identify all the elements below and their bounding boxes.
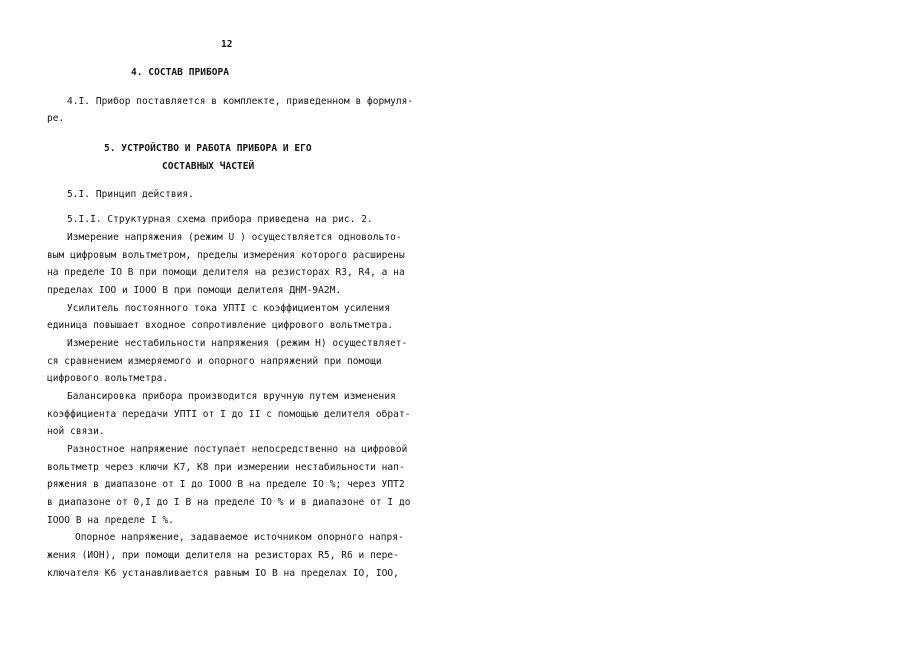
paragraph-line: Измерение напряжения (режим U ) осуществляется одновольто- (67, 232, 402, 243)
paragraph-line: ся сравнением измеряемого и опорного напряжений при помощи (47, 356, 382, 367)
page-number: 12 (221, 39, 233, 50)
paragraph-line: на пределе IO В при помощи делителя на резисторах R3, R4, а на (47, 267, 405, 278)
paragraph-line: ряжения в диапазоне от I до IOOO В на пределе IO %; через УПТ2 (47, 479, 405, 490)
paragraph-line: ключателя К6 устанавливается равным IO В на пределах IO, IOO, (47, 568, 399, 579)
section-4-heading: 4. СОСТАВ ПРИБОРА (131, 67, 230, 78)
paragraph-line: вольтметр через ключи К7, К8 при измерении нестабильности нап- (47, 462, 405, 473)
paragraph-line: в диапазоне от 0,I до I В на пределе IO % и в диапазоне от I до (47, 497, 411, 508)
paragraph-line: пределах IOO и IOOO В при помощи делителя ДНМ-9А2М. (47, 285, 342, 296)
section-4-paragraph-line: ре. (47, 113, 65, 124)
subsection-heading: 5.I. Принцип действия. (67, 189, 194, 200)
paragraph-line: Опорное напряжение, задаваемое источником опорного напря- (75, 532, 404, 543)
paragraph-line: единица повышает входное сопротивление цифрового вольтметра. (47, 320, 394, 331)
paragraph-line: Разностное напряжение поступает непосредственно на цифровой (67, 444, 408, 455)
paragraph-line: Усилитель постоянного тока УПТI с коэффициентом усиления (67, 303, 391, 314)
paragraph-line: цифрового вольтметра. (47, 373, 169, 384)
paragraph-line: ной связи. (47, 426, 105, 437)
section-4-paragraph-line: 4.I. Прибор поставляется в комплекте, приведенном в формуля- (67, 96, 414, 107)
paragraph-line: жения (ИОН), при помощи делителя на резисторах R5, R6 и пере- (47, 550, 399, 561)
paragraph-line: Балансировка прибора производится вручную путем изменения (67, 391, 396, 402)
section-5-heading-line: 5. УСТРОЙСТВО И РАБОТА ПРИБОРА И ЕГО (104, 143, 312, 154)
paragraph-line: вым цифровым вольтметром, пределы измерения которого расширены (47, 250, 405, 261)
paragraph-line: 5.I.I. Структурная схема прибора приведена на рис. 2. (67, 214, 373, 225)
section-5-heading-line: СОСТАВНЫХ ЧАСТЕЙ (162, 161, 255, 172)
paragraph-line: Измерение нестабильности напряжения (режим Н) осуществляет- (67, 338, 408, 349)
paragraph-line: IOOO В на пределе I %. (47, 515, 174, 526)
paragraph-line: коэффициента передачи УПТI от I до II с помощью делителя обрат- (47, 409, 411, 420)
